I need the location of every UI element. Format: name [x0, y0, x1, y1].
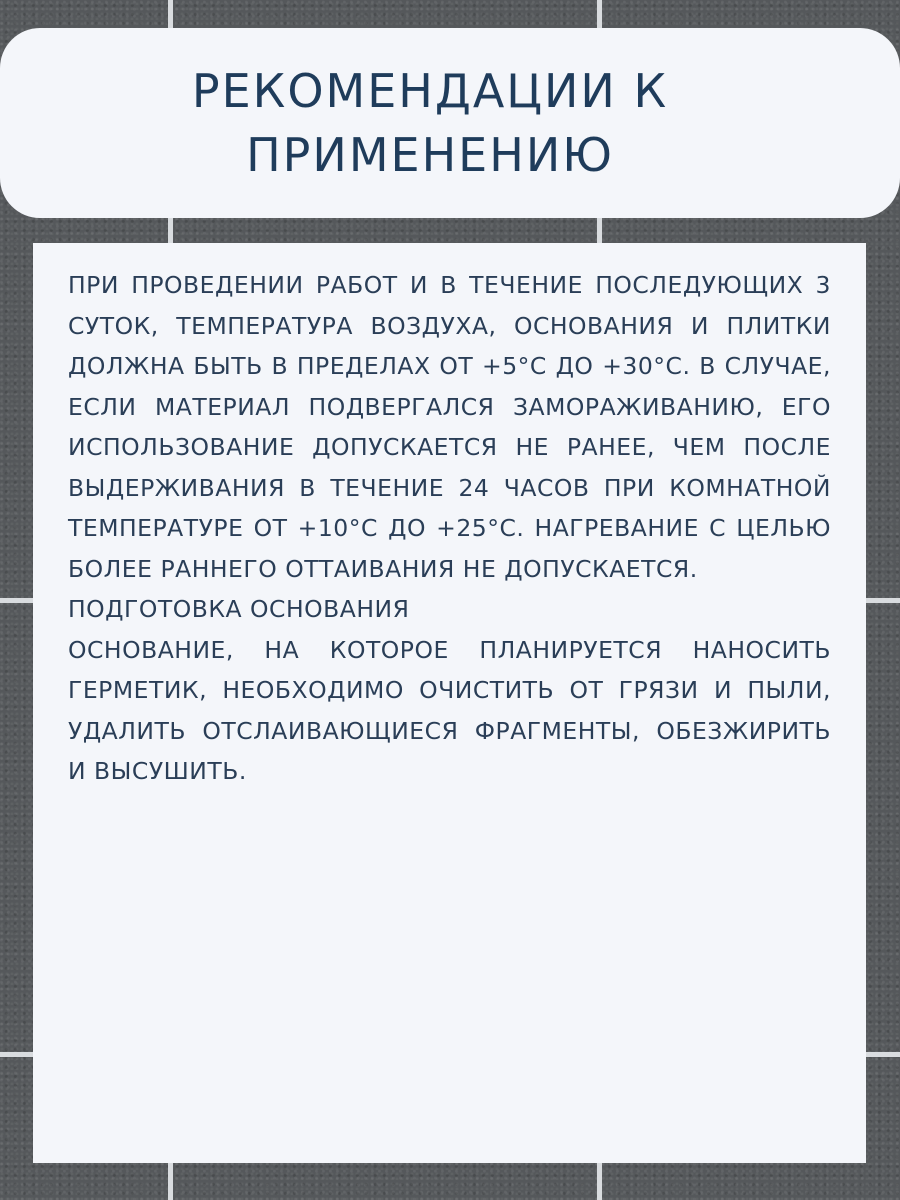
body-text [68, 265, 831, 792]
conditions-paragraph: ПРИ ПРОВЕДЕНИИ РАБОТ И В ТЕЧЕНИЕ ПОСЛЕДУЮЩИХ 3 СУТОК, ТЕМПЕРАТУРА ВОЗДУХА, ОСНОВАНИЯ И ПЛИТКИ ДОЛЖНА БЫТЬ В ПРЕДЕЛАХ ОТ +5°С ДО +30°С. В СЛУЧАЕ, ЕСЛИ МАТЕРИАЛ ПОДВЕРГАЛСЯ ЗАМОРАЖИВАНИЮ, ЕГО ИСПОЛЬЗОВАНИЕ ДОПУСКАЕТСЯ НЕ РАНЕЕ, ЧЕМ ПОСЛЕ ВЫДЕРЖИВАНИЯ В ТЕЧЕНИЕ 24 ЧАСОВ ПРИ КОМНАТНОЙ ТЕМПЕРАТУРЕ ОТ +10°С ДО +25°С. НАГРЕВАНИЕ С ЦЕЛЬЮ БОЛЕЕ РАННЕГО ОТТАИВАНИЯ НЕ ДОПУСКАЕТСЯ. [68, 271, 831, 583]
preparation-paragraph: ОСНОВАНИЕ, НА КОТОРОЕ ПЛАНИРУЕТСЯ НАНОСИТЬ ГЕРМЕТИК, НЕОБХОДИМО ОЧИСТИТЬ ОТ ГРЯЗИ И ПЫЛИ, УДАЛИТЬ ОТСЛАИВАЮЩИЕСЯ ФРАГМЕНТЫ, ОБЕЗЖИРИТЬ И ВЫСУШИТЬ. [68, 635, 831, 785]
title-panel [0, 28, 900, 218]
section-subheading: ПОДГОТОВКА ОСНОВАНИЯ [68, 595, 410, 623]
content-panel [33, 243, 866, 1163]
page-title: РЕКОМЕНДАЦИИ К ПРИМЕНЕНИЮ [191, 64, 669, 182]
